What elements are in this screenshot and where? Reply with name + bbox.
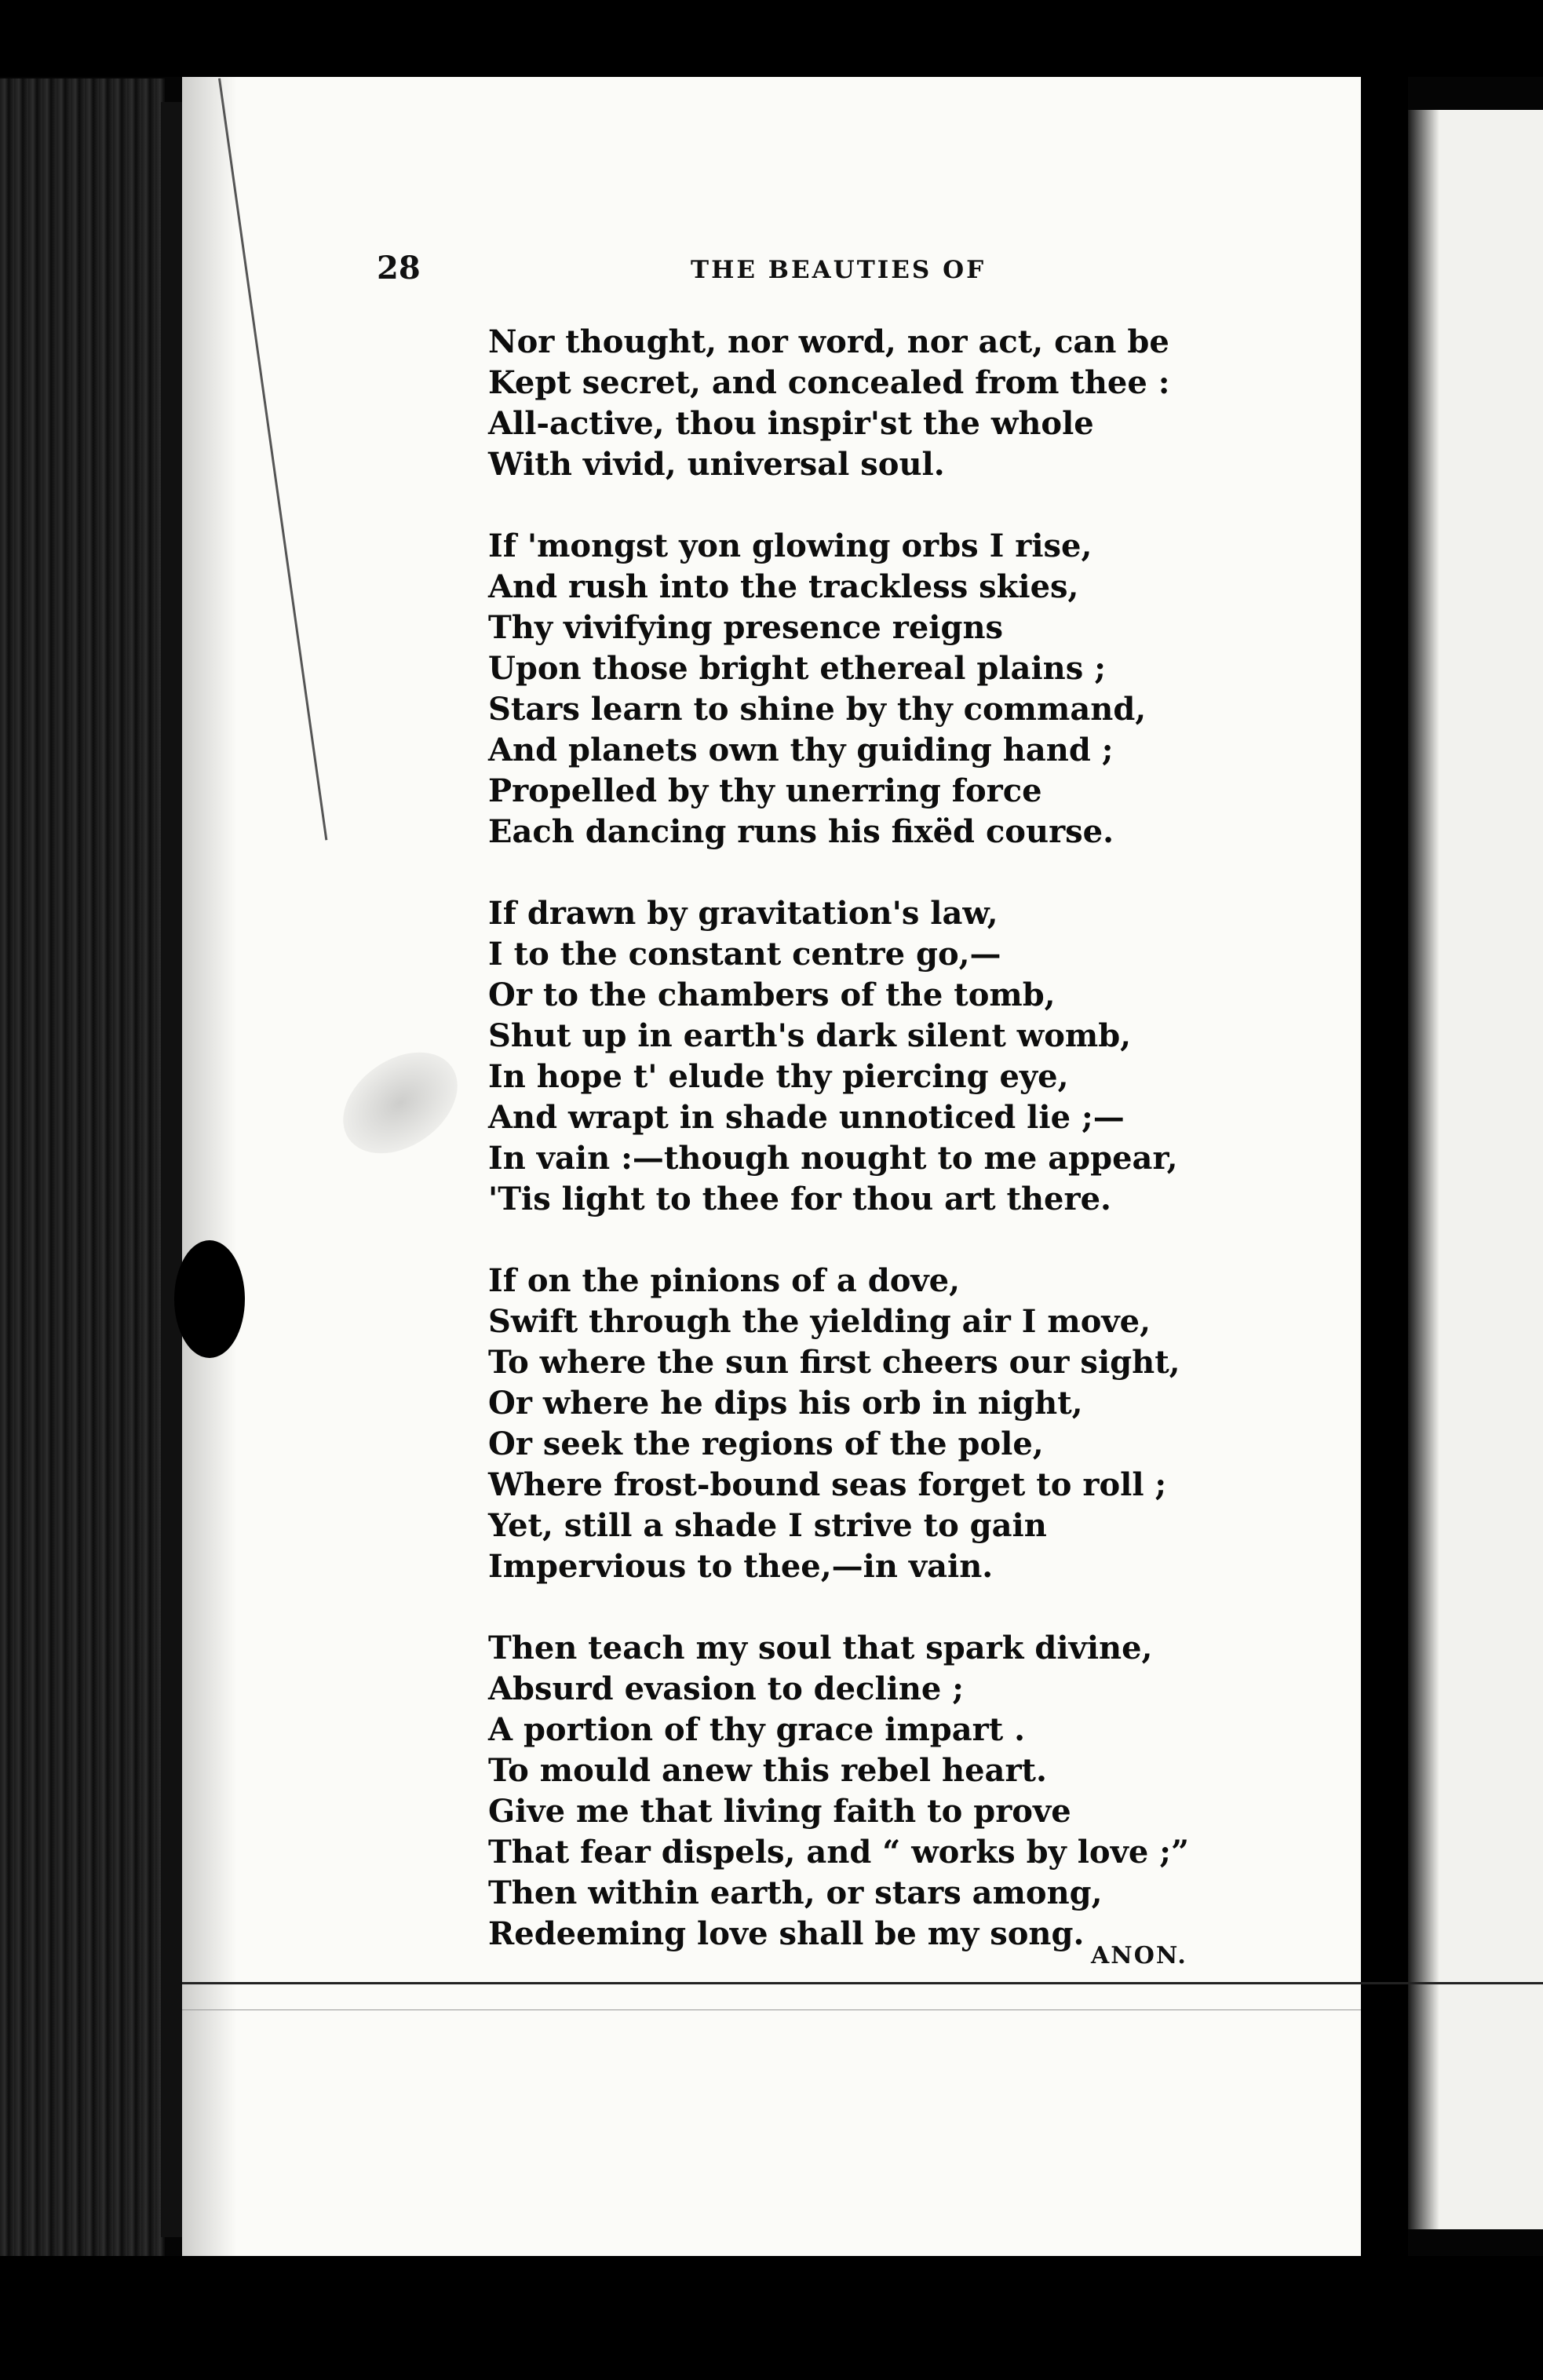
poem-line: Upon those bright ethereal plains ; <box>488 650 1106 687</box>
poem-line: If 'mongst yon glowing orbs I rise, <box>488 527 1093 564</box>
poem-stanza <box>488 1628 1257 1955</box>
poem-line: Each dancing runs his fixëd course. <box>488 813 1114 850</box>
poem-line: With vivid, universal soul. <box>488 446 945 483</box>
poem-line: Or where he dips his orb in night, <box>488 1385 1083 1422</box>
poem-stanza <box>488 322 1257 485</box>
poem-line: All-active, thou inspir'st the whole <box>488 405 1094 442</box>
poem-line: Where frost-bound seas forget to roll ; <box>488 1466 1167 1503</box>
footer-rule-faint <box>182 2009 1361 2010</box>
poem-line: That fear dispels, and “ works by love ;” <box>488 1834 1189 1871</box>
poem-line: Give me that living faith to prove <box>488 1793 1071 1830</box>
footer-rule <box>182 1982 1543 1984</box>
scan-right-border <box>1361 77 1408 2267</box>
poem-line: Then teach my soul that spark divine, <box>488 1630 1153 1666</box>
scan-top-border <box>0 0 1543 77</box>
poem-line: And wrapt in shade unnoticed lie ;— <box>488 1099 1125 1136</box>
poem-line: Nor thought, nor word, nor act, can be <box>488 323 1169 360</box>
poem-line: Shut up in earth's dark silent womb, <box>488 1017 1132 1054</box>
running-head: THE BEAUTIES OF <box>691 256 987 284</box>
poem-line: Then within earth, or stars among, <box>488 1874 1103 1911</box>
book-spine-edge <box>0 78 165 2261</box>
page-number: 28 <box>377 250 421 287</box>
poem-stanza <box>488 893 1257 1220</box>
poem-line: Thy vivifying presence reigns <box>488 609 1004 646</box>
poem-line: If drawn by gravitation's law, <box>488 895 998 932</box>
poem-line: Impervious to thee,—in vain. <box>488 1548 994 1585</box>
poem-attribution: ANON. <box>1091 1942 1187 1969</box>
poem-line: Propelled by thy unerring force <box>488 772 1042 809</box>
poem-line: Stars learn to shine by thy command, <box>488 691 1147 728</box>
poem-stanza <box>488 1261 1257 1587</box>
poem-line: To mould anew this rebel heart. <box>488 1752 1047 1789</box>
poem-line: And planets own thy guiding hand ; <box>488 732 1114 768</box>
poem-line: Or to the chambers of the tomb, <box>488 976 1056 1013</box>
poem-line: In hope t' elude thy piercing eye, <box>488 1058 1069 1095</box>
adjacent-page-shade <box>1408 110 1439 2229</box>
poem-stanza <box>488 526 1257 852</box>
page-gutter-shade <box>182 77 237 2256</box>
poem-line: A portion of thy grace impart . <box>488 1711 1026 1748</box>
poem-line: Absurd evasion to decline ; <box>488 1670 965 1707</box>
poem-body <box>488 322 1257 1995</box>
poem-line: Kept secret, and concealed from thee : <box>488 364 1170 401</box>
page-header <box>377 250 1209 297</box>
poem-line: Or seek the regions of the pole, <box>488 1425 1044 1462</box>
poem-line: Yet, still a shade I strive to gain <box>488 1507 1047 1544</box>
poem-line: If on the pinions of a dove, <box>488 1262 961 1299</box>
poem-line: Redeeming love shall be my song. <box>488 1915 1085 1952</box>
gutter-shadow <box>161 102 184 2237</box>
ink-blot <box>174 1240 245 1358</box>
poem-line: In vain :—though nought to me appear, <box>488 1140 1178 1177</box>
poem-line: I to the constant centre go,— <box>488 936 1001 973</box>
poem-line: And rush into the trackless skies, <box>488 568 1079 605</box>
poem-line: 'Tis light to thee for thou art there. <box>488 1181 1111 1217</box>
poem-line: To where the sun first cheers our sight, <box>488 1344 1180 1381</box>
scan-bottom-border <box>0 2256 1543 2380</box>
poem-line: Swift through the yielding air I move, <box>488 1303 1151 1340</box>
